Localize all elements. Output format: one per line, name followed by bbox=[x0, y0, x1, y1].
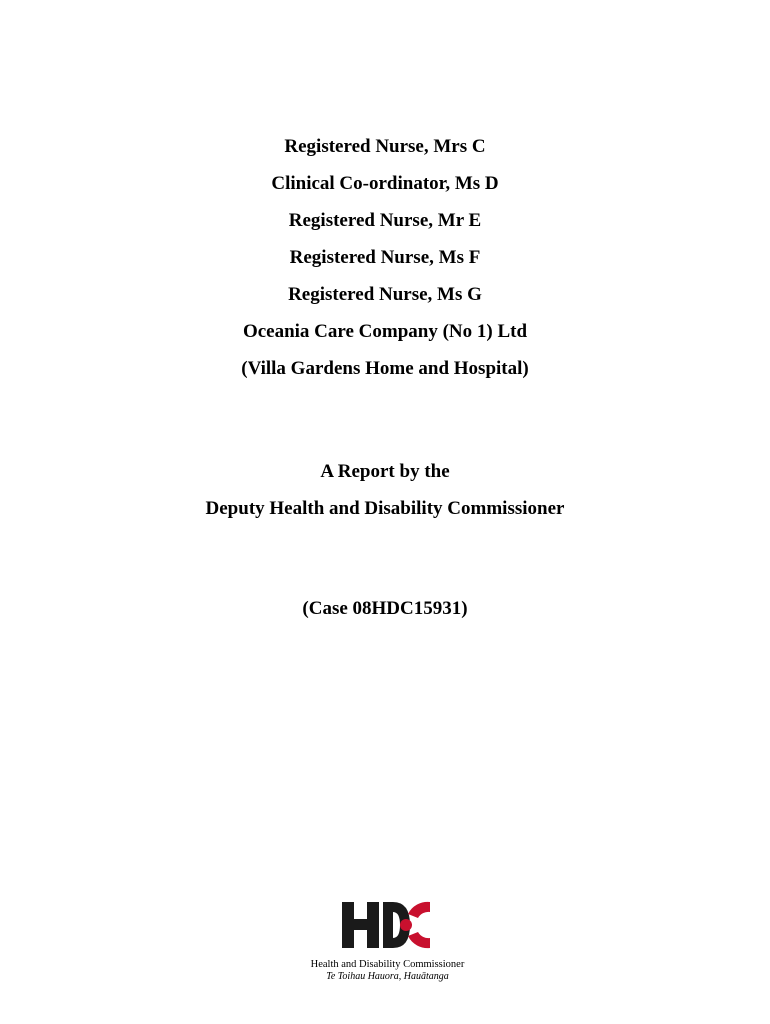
hdc-logo bbox=[300, 896, 475, 983]
party-line: Registered Nurse, Mrs C bbox=[284, 136, 486, 157]
commissioner-title: Deputy Health and Disability Commissioner bbox=[205, 498, 565, 519]
party-line: Registered Nurse, Ms G bbox=[288, 284, 482, 305]
logo-tagline: Te Toihau Hauora, Hauātanga bbox=[326, 971, 449, 982]
report-attribution bbox=[0, 453, 770, 527]
party-line: Oceania Care Company (No 1) Ltd bbox=[242, 321, 528, 342]
party-line: Registered Nurse, Mr E bbox=[288, 210, 482, 231]
hdc-logo-mark bbox=[338, 896, 438, 952]
party-line: Registered Nurse, Ms F bbox=[289, 247, 481, 268]
case-reference: (Case 08HDC15931) bbox=[302, 598, 468, 619]
parties-list bbox=[0, 128, 770, 387]
party-line: (Villa Gardens Home and Hospital) bbox=[241, 358, 529, 379]
report-by-line: A Report by the bbox=[320, 461, 450, 482]
logo-organisation-name: Health and Disability Commissioner bbox=[310, 959, 465, 970]
party-line: Clinical Co-ordinator, Ms D bbox=[271, 173, 499, 194]
